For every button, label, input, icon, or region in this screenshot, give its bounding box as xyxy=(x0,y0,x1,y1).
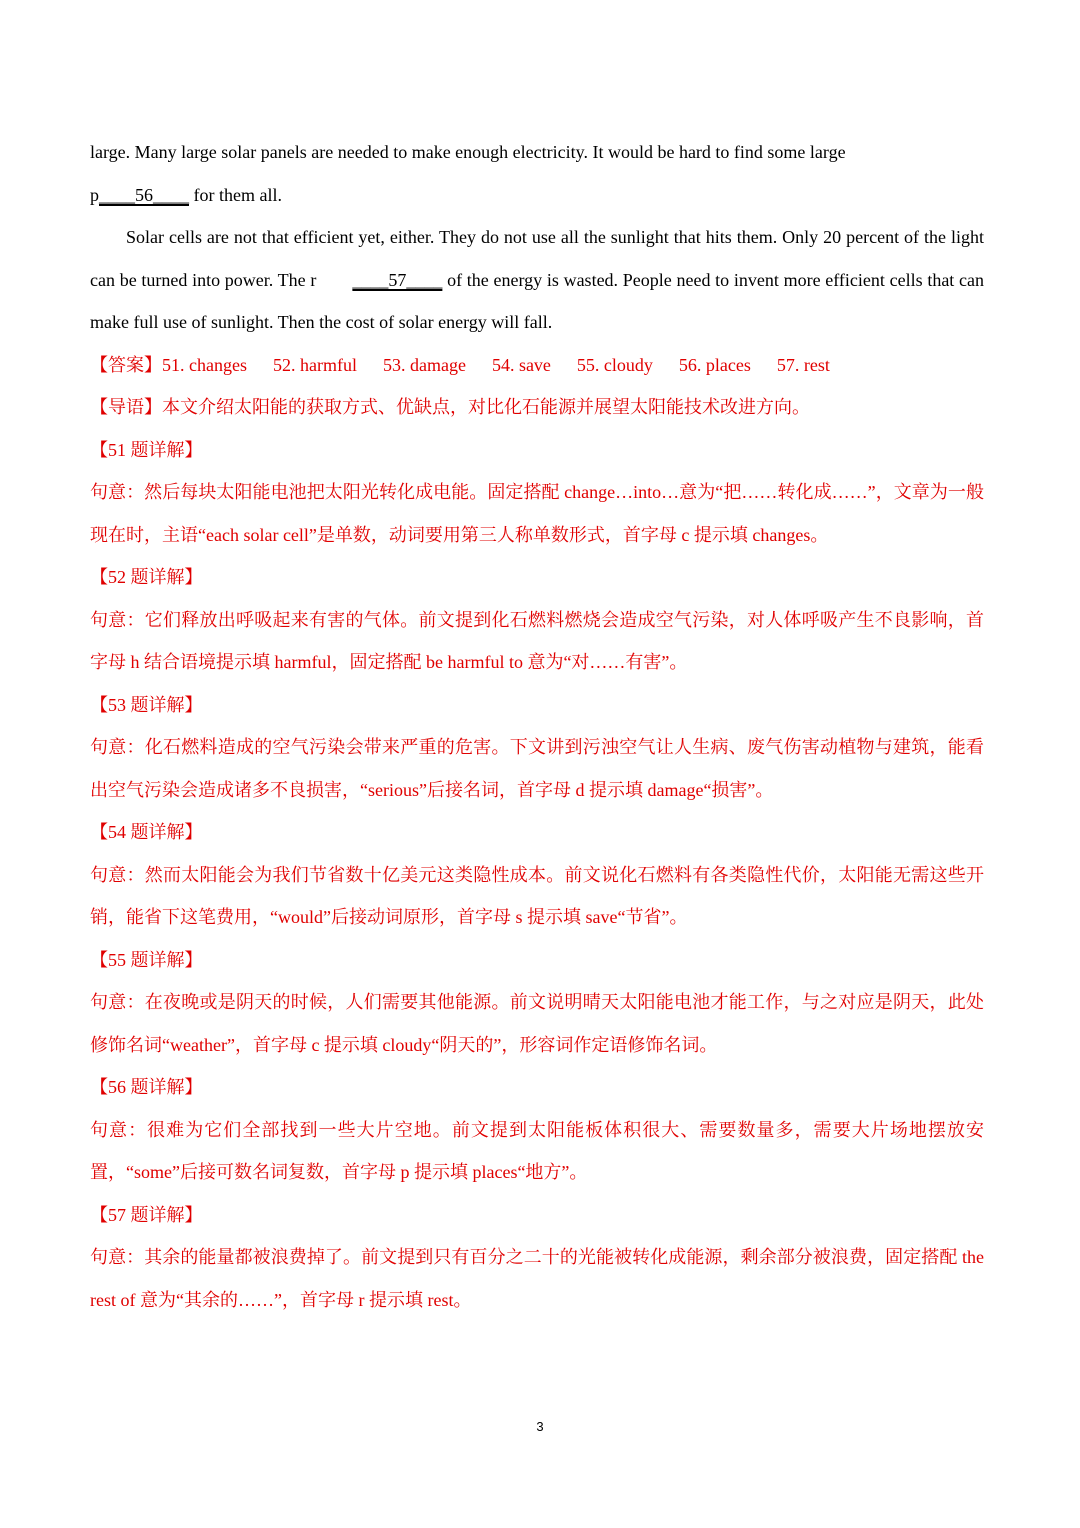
explanation-heading-56: 【56 题详解】 xyxy=(90,1077,203,1097)
passage-paragraph-2 xyxy=(90,216,984,344)
passage-line-1: large. Many large solar panels are needed to make enough electricity. It would be hard to find some large xyxy=(90,142,846,162)
answer-key xyxy=(90,344,984,387)
explanation-heading-51: 【51 题详解】 xyxy=(90,439,203,460)
answer-54: 54. save xyxy=(491,354,551,375)
explanation-text-54: 句意：然而太阳能会为我们节省数十亿美元这类隐性成本。前文说化石燃料有各类隐性代价，太阳能无需这些开销，能省下这笔费用，“would”后接动词原形，首字母 s 提示填 save“节省”。 xyxy=(90,864,984,927)
answer-55: 55. cloudy xyxy=(576,354,653,375)
answer-51: 51. changes xyxy=(162,354,247,375)
explanation-heading-52: 【52 题详解】 xyxy=(90,567,203,587)
explanation-heading-55: 【55 题详解】 xyxy=(90,949,203,970)
answer-57: 57. rest xyxy=(776,354,830,375)
explanation-text-53: 句意：化石燃料造成的空气污染会带来严重的危害。下文讲到污浊空气让人生病、废气伤害动植物与建筑，能看出空气污染会造成诸多不良损害，“serious”后接名词，首字母 d 提示填 damage“损害”。 xyxy=(90,737,984,800)
explanation-text-55: 句意：在夜晚或是阴天的时候，人们需要其他能源。前文说明晴天太阳能电池才能工作，与之对应是阴天，此处修饰名词“weather”，首字母 c 提示填 cloudy“阴天的”，形容词作定语修饰名词。 xyxy=(90,992,984,1055)
explanation-text-52: 句意：它们释放出呼吸起来有害的气体。前文提到化石燃料燃烧会造成空气污染，对人体呼吸产生不良影响，首字母 h 结合语境提示填 harmful，固定搭配 be harmful to 意为“对……有害”。 xyxy=(90,609,984,672)
explanation-heading-53: 【53 题详解】 xyxy=(90,694,203,715)
passage-p2-part2: of the energy is wasted. People need to invent more efficient cells that can make full use of sunlight. Then the cost of solar energy will fall. xyxy=(90,269,984,332)
blank-56: ____56____ xyxy=(99,184,189,205)
explanation-text-51: 句意：然后每块太阳能电池把太阳光转化成电能。固定搭配 change…into…意为“把……转化成……”，文章为一般现在时，主语“each solar cell”是单数，动词要用第三人称单数形式，首字母 c 提示填 changes。 xyxy=(90,482,984,545)
answer-label: 【答案】 xyxy=(90,354,162,375)
explanation-text-57: 句意：其余的能量都被浪费掉了。前文提到只有百分之二十的光能被转化成能源，剩余部分被浪费，固定搭配 the rest of 意为“其余的……”，首字母 r 提示填 rest。 xyxy=(90,1247,984,1310)
blank-56-prefix: p xyxy=(90,184,99,205)
explanation-heading-57: 【57 题详解】 xyxy=(90,1204,203,1225)
explanation-heading-54: 【54 题详解】 xyxy=(90,822,203,842)
page-body xyxy=(90,131,984,1321)
explanation-text-56: 句意：很难为它们全部找到一些大片空地。前文提到太阳能板体积很大、需要数量多，需要大片场地摆放安置，“some”后接可数名词复数，首字母 p 提示填 places“地方”。 xyxy=(90,1119,984,1182)
answer-52: 52. harmful xyxy=(272,354,357,375)
answer-53: 53. damage xyxy=(382,354,466,375)
passage-p2-part1: Solar cells are not that efficient yet, either. They do not use all the sunlight that hits them. Only 20 percent of the light can be turned into power. The r xyxy=(90,227,984,290)
guide-text: 【导语】本文介绍太阳能的获取方式、优缺点，对比化石能源并展望太阳能技术改进方向。 xyxy=(90,397,810,417)
answer-56: 56. places xyxy=(678,354,751,375)
passage-line-2-suffix: for them all. xyxy=(189,184,282,205)
page-number: 3 xyxy=(536,1419,544,1434)
blank-57: ____57____ xyxy=(352,269,443,290)
passage-paragraph-1 xyxy=(90,131,984,216)
